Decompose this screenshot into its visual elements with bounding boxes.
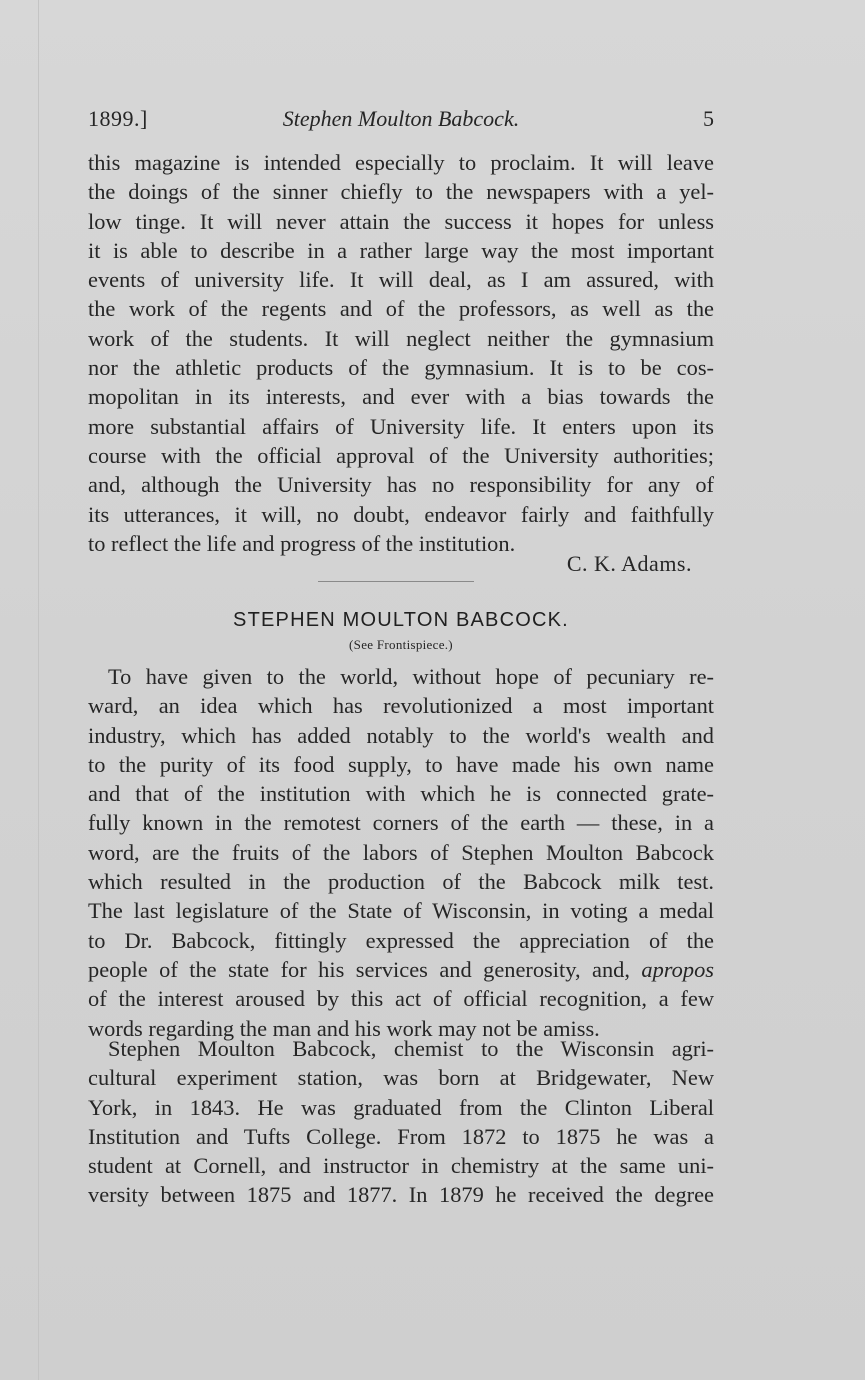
italic-term: apropos — [641, 956, 714, 982]
text-line: to reflect the life and progress of the institution. — [88, 530, 516, 556]
article-heading: STEPHEN MOULTON BABCOCK. — [233, 609, 569, 631]
text-line: versity between 1875 and 1877. In 1879 he received the degree — [88, 1182, 714, 1208]
text-line: York, in 1843. He was graduated from the Clinton Liberal — [88, 1094, 714, 1120]
text-line: industry, which has added notably to the world's wealth and — [88, 722, 714, 748]
text-line: to the purity of its food supply, to have made his own name — [88, 751, 714, 777]
text-segment: people of the state for his services and generosity, and, — [88, 956, 630, 982]
text-line: which resulted in the production of the Babcock milk test. — [88, 869, 714, 895]
text-line: fully known in the remotest corners of the earth — these, in a — [88, 810, 714, 836]
text-line: cultural experiment station, was born at Bridgewater, New — [88, 1065, 714, 1091]
text-line: the work of the regents and of the professors, as well as the — [88, 296, 714, 322]
text-line: events of university life. It will deal, as I am assured, with — [88, 267, 714, 293]
text-line: of the interest aroused by this act of official recognition, a few — [88, 986, 714, 1012]
text-line: to Dr. Babcock, fittingly expressed the appreciation of the — [88, 927, 714, 953]
text-line: words regarding the man and his work may not be amiss. — [88, 1015, 600, 1041]
section-divider — [318, 581, 474, 582]
text-line: mopolitan in its interests, and ever with a bias towards the — [88, 384, 714, 410]
text-line: it is able to describe in a rather large way the most important — [88, 237, 714, 263]
paragraph-intro — [88, 662, 714, 1043]
text-line: Institution and Tufts College. From 1872 to 1875 he was a — [88, 1123, 714, 1149]
text-line: ward, an idea which has revolutionized a most important — [88, 693, 714, 719]
text-line: The last legislature of the State of Wisconsin, in voting a medal — [88, 898, 714, 924]
text-line: word, are the fruits of the labors of Stephen Moulton Babcock — [88, 839, 714, 865]
text-line: Stephen Moulton Babcock, chemist to the Wisconsin agri- — [108, 1036, 714, 1061]
running-head-title: Stephen Moulton Babcock. — [282, 106, 520, 131]
text-line: low tinge. It will never attain the success it hopes for unless — [88, 208, 714, 234]
text-line: To have given to the world, without hope of pecuniary re- — [108, 664, 714, 689]
page-edge-line — [38, 0, 39, 1380]
text-line: and that of the institution with which he is connected grate- — [88, 781, 714, 807]
paragraph-biography — [88, 1034, 714, 1210]
text-line: its utterances, it will, no doubt, endeavor fairly and faithfully — [88, 501, 714, 527]
running-head — [88, 106, 714, 136]
author-signature: C. K. Adams. — [566, 551, 692, 576]
text-line: this magazine is intended especially to proclaim. It will leave — [88, 150, 714, 175]
paragraph-continued — [88, 148, 714, 558]
text-line: course with the official approval of the University authorities; — [88, 442, 714, 468]
text-line: more substantial affairs of University life. It enters upon its — [88, 413, 714, 439]
text-line: student at Cornell, and instructor in chemistry at the same uni- — [88, 1153, 714, 1179]
article-subheading: (See Frontispiece.) — [349, 637, 453, 652]
text-line: and, although the University has no responsibility for any of — [88, 472, 714, 498]
text-line: the doings of the sinner chiefly to the newspapers with a yel- — [88, 179, 714, 205]
text-line: work of the students. It will neglect neither the gymnasium — [88, 325, 714, 351]
text-line: nor the athletic products of the gymnasium. It is to be cos- — [88, 355, 714, 381]
text-line — [88, 955, 714, 984]
running-head-year: 1899.] — [88, 106, 148, 131]
page-number: 5 — [703, 106, 714, 131]
